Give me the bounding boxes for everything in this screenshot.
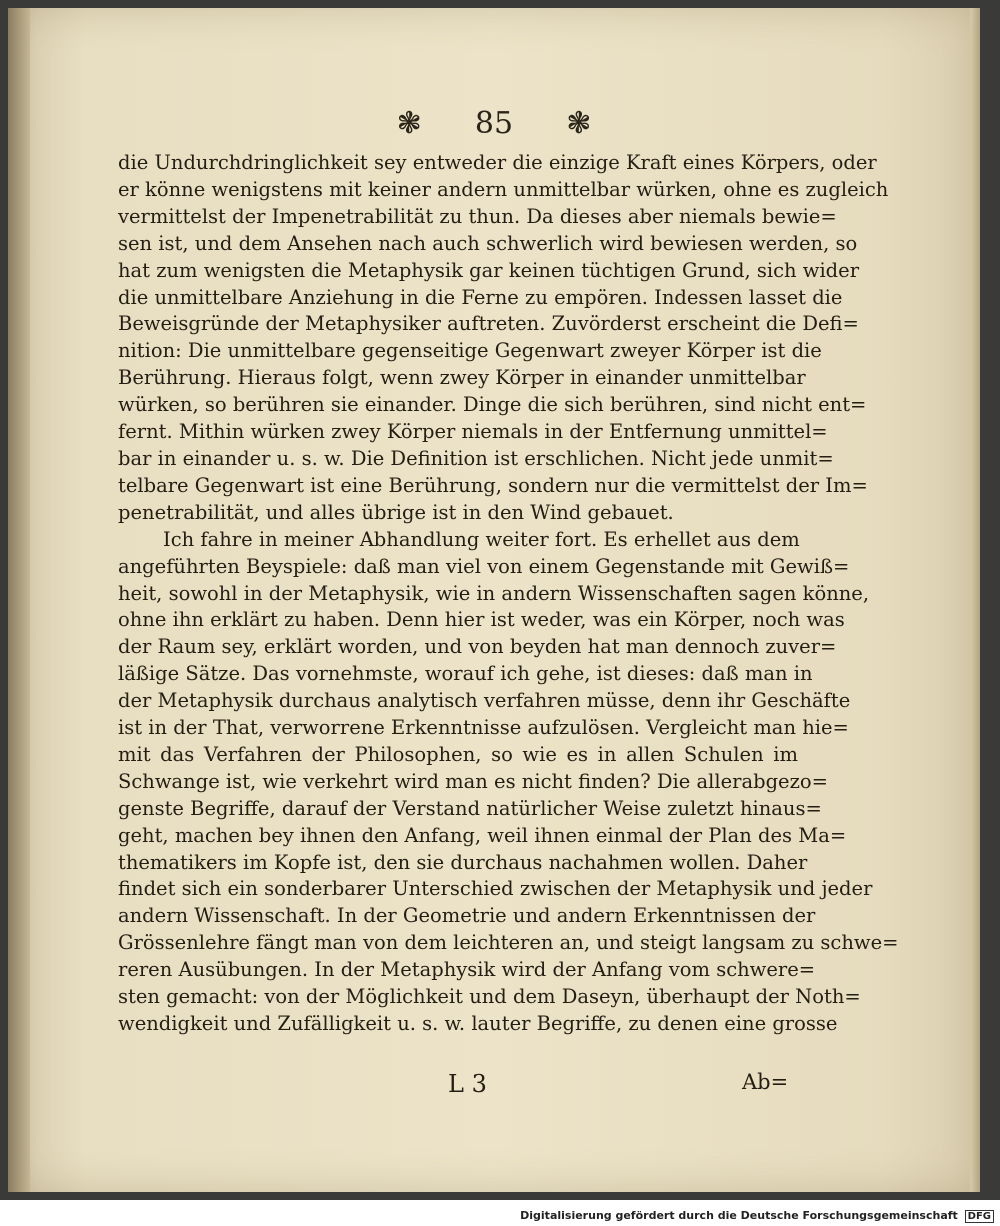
dfg-logo: DFG <box>965 1210 994 1223</box>
catchword: Ab= <box>742 1070 789 1094</box>
text-line: die Undurchdringlichkeit sey entweder die einzige Kraft eines Körpers, oder <box>118 151 877 174</box>
ornament-right-icon: ❃ <box>566 106 592 141</box>
text-line: der Metaphysik durchaus analytisch verfahren müsse, denn ihr Geschäfte <box>118 689 851 713</box>
text-line: nition: Die unmittelbare gegenseitige Gegenwart zweyer Körper ist die <box>118 339 822 363</box>
text-line: fernt. Mithin würken zwey Körper niemals in der Entfernung unmittel= <box>118 420 828 444</box>
page-edge <box>970 8 980 1192</box>
text-line: penetrabilität, und alles übrige ist in den Wind gebauet. <box>118 500 674 524</box>
page-footer <box>8 1070 980 1104</box>
text-line: geht, machen bey ihnen den Anfang, weil ihnen einmal der Plan des Ma= <box>118 823 847 847</box>
text-line: genste Begriffe, darauf der Verstand natürlicher Weise zuletzt hinaus= <box>118 796 822 820</box>
text-line: Berührung. Hieraus folgt, wenn zwey Körper in einander unmittelbar <box>118 366 806 390</box>
text-line: sen ist, und dem Ansehen nach auch schwerlich wird bewiesen werden, so <box>118 231 858 255</box>
page-header <box>8 106 980 146</box>
text-line: Beweisgründe der Metaphysiker auftreten. Zuvörderst erscheint die Defi= <box>118 312 859 336</box>
text-line: sten gemacht: von der Möglichkeit und dem Daseyn, überhaupt der Noth= <box>118 985 861 1009</box>
text-line: Schwange ist, wie verkehrt wird man es nicht finden? Die allerabgezo= <box>118 769 828 793</box>
page-body-text <box>118 150 899 1038</box>
signature-mark: L 3 <box>448 1070 487 1098</box>
text-line: der Raum sey, erklärt worden, und von beyden hat man dennoch zuver= <box>118 635 837 659</box>
text-line: vermittelst der Impenetrabilität zu thun. Da dieses aber niemals bewie= <box>118 204 837 228</box>
digitization-credit <box>520 1209 994 1223</box>
text-line: telbare Gegenwart ist eine Berührung, sondern nur die vermittelst der Im= <box>118 473 868 497</box>
page-number: 85 <box>474 106 514 141</box>
text-line: angeführten Beyspiele: daß man viel von einem Gegenstande mit Gewiß= <box>118 554 850 578</box>
credit-text: Digitalisierung gefördert durch die Deutsche Forschungsgemeinschaft <box>520 1209 958 1222</box>
text-line: findet sich ein sonderbarer Unterschied zwischen der Metaphysik und jeder <box>118 877 873 901</box>
text-line: bar in einander u. s. w. Die Definition ist erschlichen. Nicht jede unmit= <box>118 446 834 470</box>
text-line: wendigkeit und Zufälligkeit u. s. w. lauter Begriffe, zu denen eine grosse <box>118 1012 838 1035</box>
text-line: läßige Sätze. Das vornehmste, worauf ich gehe, ist dieses: daß man in <box>118 662 813 686</box>
book-page <box>8 8 980 1192</box>
ornament-left-icon: ❃ <box>396 106 422 141</box>
text-line: andern Wissenschaft. In der Geometrie und andern Erkenntnissen der <box>118 904 816 928</box>
text-line: mit das Verfahren der Philosophen, so wie es in allen Schulen im <box>118 742 798 766</box>
page-gutter <box>8 8 30 1192</box>
text-line: reren Ausübungen. In der Metaphysik wird der Anfang vom schwere= <box>118 958 816 982</box>
text-line: die unmittelbare Anziehung in die Ferne zu empören. Indessen lasset die <box>118 285 843 309</box>
text-line: er könne wenigstens mit keiner andern unmittelbar würken, ohne es zugleich <box>118 177 889 201</box>
text-line: Grössenlehre fängt man von dem leichteren an, und steigt langsam zu schwe= <box>118 931 899 955</box>
text-line: ist in der That, verworrene Erkenntnisse aufzulösen. Vergleicht man hie= <box>118 716 849 740</box>
text-line: würken, so berühren sie einander. Dinge die sich berühren, sind nicht ent= <box>118 393 867 417</box>
text-line: Ich fahre in meiner Abhandlung weiter fort. Es erhellet aus dem <box>163 527 800 551</box>
text-line: heit, sowohl in der Metaphysik, wie in andern Wissenschaften sagen könne, <box>118 581 870 605</box>
text-line: hat zum wenigsten die Metaphysik gar keinen tüchtigen Grund, sich wider <box>118 258 860 282</box>
text-line: ohne ihn erklärt zu haben. Denn hier ist weder, was ein Körper, noch was <box>118 608 845 632</box>
text-line: thematikers im Kopfe ist, den sie durchaus nachahmen wollen. Daher <box>118 850 808 874</box>
